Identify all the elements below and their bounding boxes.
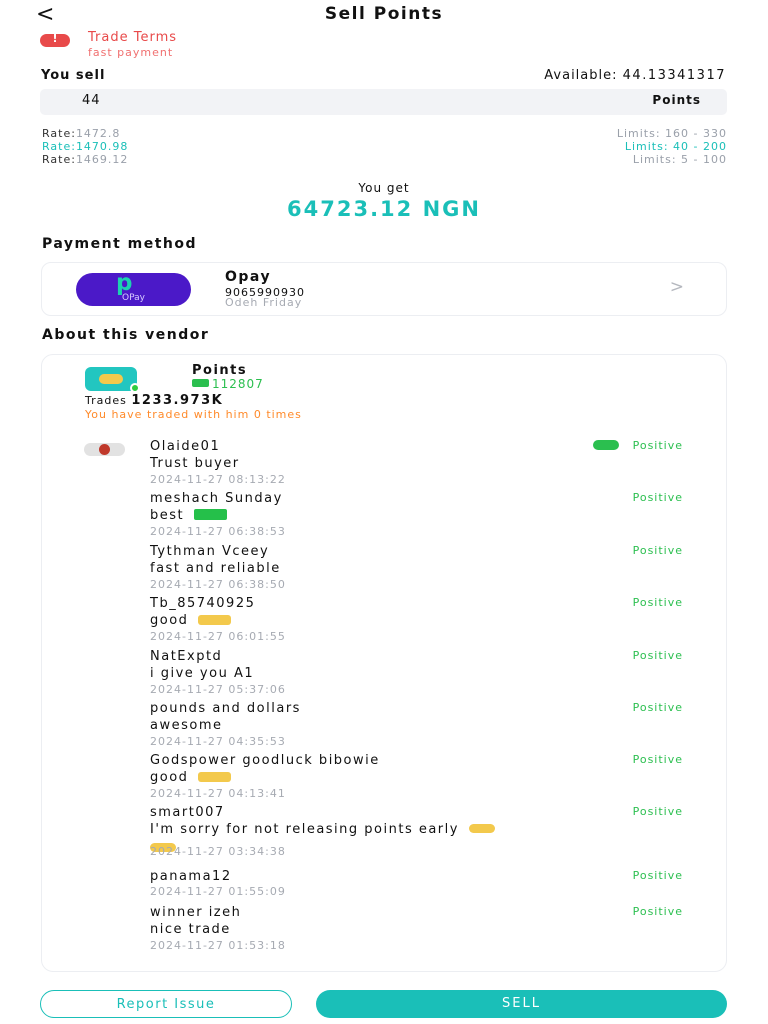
opay-p-icon: p (116, 270, 133, 296)
review-text: nice trade (150, 922, 231, 937)
rate-option[interactable] (42, 153, 727, 167)
vendor-avatar (85, 367, 137, 391)
review-text: I'm sorry for not releasing points early (150, 822, 459, 837)
review-date: 2024-11-27 04:13:41 (150, 787, 286, 800)
review-text: fast and reliable (150, 561, 281, 576)
sell-button[interactable]: SELL (316, 990, 727, 1018)
thumbs-up-icon (192, 379, 209, 387)
reviewer-name: Tb_85740925 (150, 596, 256, 611)
vendor-score-value: 112807 (212, 377, 264, 391)
review-text: awesome (150, 718, 223, 733)
reviewer-name: NatExptd (150, 649, 223, 664)
review-status: Positive (632, 491, 683, 504)
review-status: Positive (632, 805, 683, 818)
payment-method-heading: Payment method (42, 236, 198, 252)
payment-account-holder: Odeh Friday (225, 296, 303, 309)
review-text: good (150, 770, 189, 785)
review-date: 2024-11-27 06:38:50 (150, 578, 286, 591)
review-text-wrap (150, 822, 495, 837)
review-date: 2024-11-27 06:38:53 (150, 525, 286, 538)
available-value: 44.13341317 (622, 68, 726, 83)
available-label: Available: (544, 68, 618, 83)
rate-limits: Limits: 5 - 100 (632, 153, 727, 166)
sell-amount-unit: Points (652, 93, 701, 107)
available-balance (544, 68, 726, 83)
review-text: best (150, 508, 185, 523)
review-status: Positive (632, 544, 683, 557)
traded-count-note: You have traded with him 0 times (85, 408, 302, 421)
vendor-score (192, 377, 264, 391)
trade-terms-subtitle: fast payment (88, 46, 174, 59)
trade-terms-title: Trade Terms (88, 30, 178, 45)
review-date: 2024-11-27 03:34:38 (150, 845, 286, 858)
review-date: 2024-11-27 05:37:06 (150, 683, 286, 696)
review-status: Positive (632, 649, 683, 662)
review-status: Positive (632, 596, 683, 609)
rate-label: Rate: (42, 153, 76, 166)
payment-name: Opay (225, 269, 272, 285)
reviewer-name: pounds and dollars (150, 701, 301, 716)
top-bar (0, 0, 768, 28)
review-status: Positive (632, 869, 683, 882)
vendor-card (41, 354, 727, 972)
vendor-trades (85, 393, 223, 408)
rate-option[interactable] (42, 127, 727, 141)
sell-amount-value[interactable]: 44 (82, 93, 101, 108)
review-text-wrap (150, 770, 231, 785)
reviewer-name: Tythman Vceey (150, 544, 270, 559)
reviewer-name: Olaide01 (150, 439, 221, 454)
vendor-name: Points (192, 363, 248, 378)
sell-amount-input[interactable] (40, 89, 727, 115)
review-text-wrap (150, 508, 227, 523)
online-indicator-icon (130, 383, 140, 393)
review-date: 2024-11-27 08:13:22 (150, 473, 286, 486)
you-sell-label: You sell (41, 68, 106, 83)
rate-label: Rate: (42, 127, 76, 140)
trades-label: Trades (85, 394, 127, 407)
review-status: Positive (632, 701, 683, 714)
review-text: i give you A1 (150, 666, 255, 681)
opay-logo (76, 270, 191, 306)
back-arrow-icon[interactable]: < (36, 2, 55, 27)
reviewer-name: panama12 (150, 869, 232, 884)
review-status: Positive (632, 753, 683, 766)
chevron-right-icon[interactable]: > (669, 277, 684, 297)
review-date: 2024-11-27 06:01:55 (150, 630, 286, 643)
rate-limits: Limits: 160 - 330 (616, 127, 727, 140)
reviewer-name: Godspower goodluck bibowie (150, 753, 380, 768)
report-issue-button[interactable]: Report Issue (40, 990, 292, 1018)
review-status-label: Positive (632, 439, 683, 452)
rate-limits: Limits: 40 - 200 (624, 140, 727, 153)
thumbs-up-emoji-icon (198, 615, 231, 625)
review-text: Trust buyer (150, 456, 240, 471)
about-vendor-heading: About this vendor (42, 327, 210, 343)
rate-value: 1469.12 (75, 153, 129, 166)
reviewer-avatar (84, 443, 125, 456)
review-date: 2024-11-27 04:35:53 (150, 735, 286, 748)
rate-value: 1470.98 (75, 140, 129, 153)
rate-option-selected[interactable] (42, 140, 727, 154)
review-date: 2024-11-27 01:55:09 (150, 885, 286, 898)
praying-hands-emoji-icon (469, 824, 495, 833)
review-status (593, 439, 683, 452)
rate-value: 1472.8 (75, 127, 121, 140)
coin-icon (99, 374, 123, 384)
review-text-wrap (150, 613, 231, 628)
smile-icon (593, 440, 619, 450)
opay-logo-text: OPay (122, 293, 145, 303)
reviewer-name: smart007 (150, 805, 225, 820)
alert-icon (40, 34, 70, 47)
you-get-amount: 64723.12 NGN (287, 197, 481, 221)
rate-label: Rate: (42, 140, 76, 153)
check-mark-emoji-icon (194, 509, 227, 520)
payment-method-card[interactable] (41, 262, 727, 316)
review-text: good (150, 613, 189, 628)
payment-account-number: 9065990930 (225, 286, 305, 299)
thumbs-up-emoji-icon (198, 772, 231, 782)
reviewer-name: meshach Sunday (150, 491, 283, 506)
page-title: Sell Points (324, 4, 444, 24)
review-status: Positive (632, 905, 683, 918)
you-get-label: You get (358, 181, 410, 195)
trades-value: 1233.973K (131, 393, 224, 408)
reviewer-name: winner izeh (150, 905, 242, 920)
review-date: 2024-11-27 01:53:18 (150, 939, 286, 952)
